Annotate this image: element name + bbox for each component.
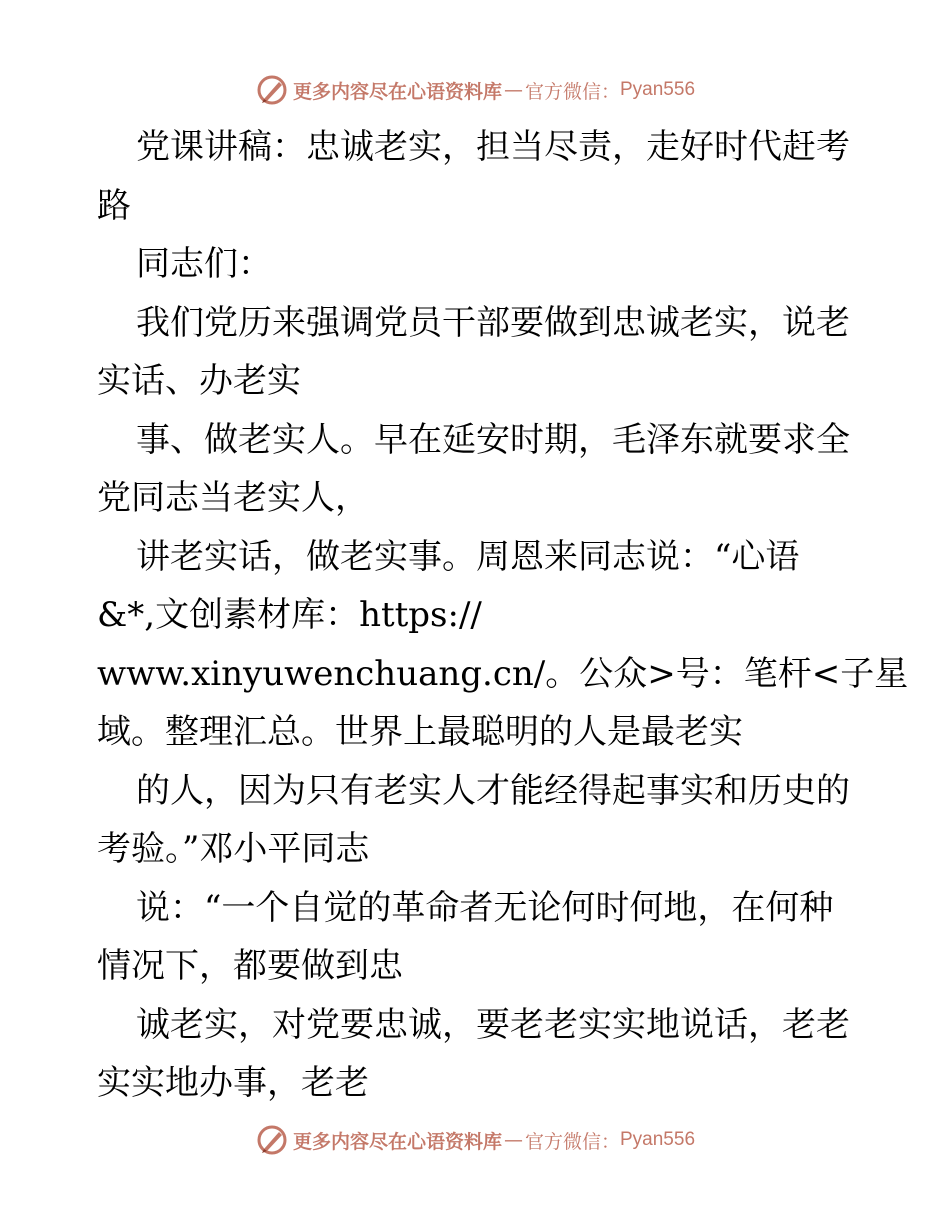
text-line: 诚老实，对党要忠诚，要老老实实地说话，老老 [136,1004,850,1045]
text-line: 说：“一个自觉的革命者无论何时何地，在何种 [136,887,834,928]
text-line: 党同志当老实人， [97,478,369,518]
text-line: 实话、办老实 [97,361,301,401]
header-banner [0,70,950,110]
text-line: 的人，因为只有老实人才能经得起事实和历史的 [136,770,850,811]
text-line: www.xinyuwenchuang.cn/。公众>号：笔杆<子星 [97,653,909,694]
banner-wechat-label: 官方微信： [524,1130,620,1153]
body-text [97,118,909,1113]
banner-wechat-id: Pyan556 [620,1129,696,1150]
text-line: 域。整理汇总。世界上最聪明的人是最老实 [97,712,743,752]
banner-dash: — [503,1129,523,1151]
banner-text: 更多内容尽在心语资料库 [292,1130,502,1153]
banner-wechat-id: Pyan556 [620,79,696,100]
pen-logo-icon [255,73,289,107]
text-line: 事、做老实人。早在延安时期，毛泽东就要求全 [136,419,850,460]
text-line: 讲老实话，做老实事。周恩来同志说：“心语 [136,536,800,577]
text-line: &*,文创素材库：https:// [97,595,482,635]
banner-text: 更多内容尽在心语资料库 [292,80,502,103]
pen-logo-icon [255,1123,289,1157]
banner-dash: — [503,79,523,101]
text-line: 我们党历来强调党员干部要做到忠诚老实，说老 [136,302,850,343]
banner-wechat-label: 官方微信： [524,80,620,103]
text-line: 同志们： [136,244,272,284]
text-line: 路 [97,185,131,226]
footer-banner [0,1120,950,1160]
text-line: 情况下，都要做到忠 [97,946,403,986]
text-line: 实实地办事，老老 [97,1063,369,1103]
text-line: 党课讲稿：忠诚老实，担当尽责，走好时代赶考 [136,127,850,167]
text-line: 考验。”邓小平同志 [97,829,370,869]
